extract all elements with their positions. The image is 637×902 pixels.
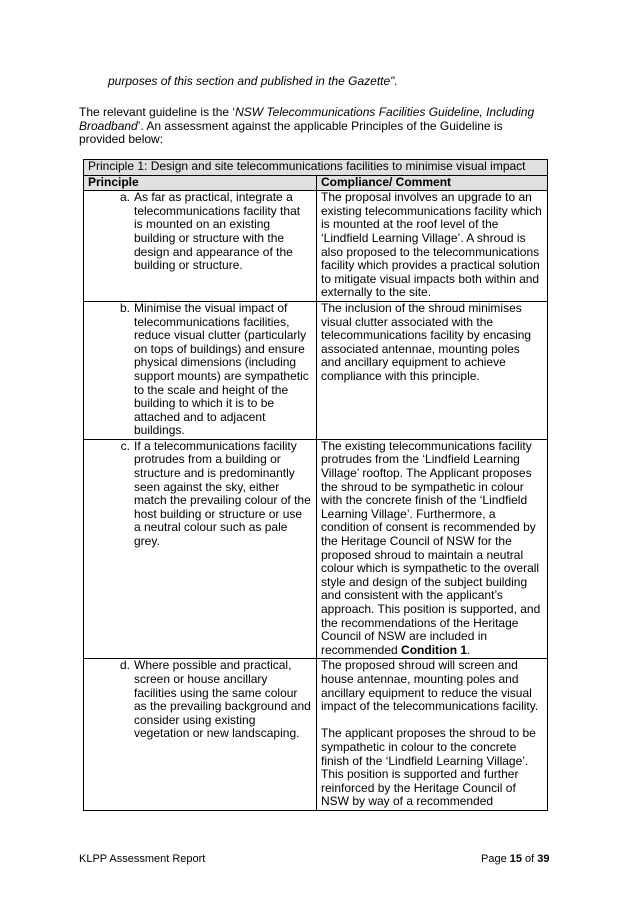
page-word: Page (481, 853, 510, 865)
table-row (84, 191, 548, 302)
item-letter: a. (119, 190, 130, 205)
condition-reference: Condition 1 (401, 642, 468, 657)
guideline-title: NSW Telecommunications Facilities Guideline, Including Broadband (79, 105, 535, 133)
footer-page-number (481, 853, 550, 867)
item-letter: d. (119, 658, 130, 673)
total-pages: 39 (537, 853, 550, 865)
table-row (84, 659, 548, 811)
item-letter: c. (120, 438, 130, 453)
comment-cell (317, 301, 548, 439)
comment-text-main: The existing telecommunications facility protrudes from the ‘Lindfield Learning Village’ rooftop. The Applicant proposes the shroud to be sympathetic in colour with the concrete finish of the ‘Lindfield Learning Village’. Furthermore, a condition of consent is recommended by the Heritage Council of NSW for the proposed shroud to maintain a neutral colour which is sympathetic to the overall style and design of the subject building and consistent with the applicant’s approach. This position is supported, and the recommendations of the Heritage Council of NSW are included in recommended (321, 438, 541, 657)
table-row (84, 301, 548, 439)
principle-cell (84, 659, 317, 811)
principle-text: As far as practical, integrate a telecommunications facility that is mounted on an existing building or structure with the design and appearance of the building or structure. (134, 190, 301, 273)
comment-text: The proposal involves an upgrade to an existing telecommunications facility which is mounted at the roof level of the ‘Lindfield Learning Village’. A shroud is also proposed to the telecommunications facility which provides a practical solution to mitigate visual impacts both within and externally to the site. (321, 190, 542, 300)
comment-cell (317, 191, 548, 302)
principle-cell (84, 439, 317, 659)
principle-table (83, 159, 548, 811)
principle-cell (84, 301, 317, 439)
table-title-row (84, 160, 548, 176)
col-principle-header: Principle (84, 175, 317, 191)
principle-text: If a telecommunications facility protrudes from a building or structure and is predominantly seen against the sky, either match the prevailing colour of the host building or structure or use a neutral colour such as pale grey. (134, 438, 311, 549)
intro-paragraph (79, 106, 549, 147)
comment-text-end: . (467, 642, 471, 657)
of-word: of (522, 853, 538, 865)
table-header-row (84, 175, 548, 191)
comment-text: The proposed shroud will screen and house antennae, mounting poles and ancillary equipment to reduce the visual impact of the telecommunications facility. (321, 658, 539, 714)
item-letter: b. (119, 300, 130, 315)
principle-text: Minimise the visual impact of telecommunications facilities, reduce visual clutter (particularly on tops of buildings) and ensure physical dimensions (including support mounts) are sympathetic to the scale and height of the building to which it is to be attached and to adjacent buildings. (134, 300, 309, 438)
table-title: Principle 1: Design and site telecommunications facilities to minimise visual impact (84, 160, 548, 176)
current-page: 15 (509, 853, 522, 865)
footer-report-name: KLPP Assessment Report (79, 853, 206, 865)
comment-cell (317, 659, 548, 811)
quote-continuation: purposes of this section and published in the Gazette". (108, 74, 398, 88)
comment-text (321, 440, 543, 658)
comment-text: The inclusion of the shroud minimises visual clutter associated with the telecommunications facility by encasing associated antennae, mounting poles and ancillary equipment to achieve compliance with this principle. (321, 300, 532, 383)
intro-after: ’. An assessment against the applicable Principles of the Guideline is provided below: (79, 118, 503, 147)
col-comment-header: Compliance/ Comment (317, 175, 548, 191)
comment-text: The applicant proposes the shroud to be sympathetic in colour to the concrete finish of the ‘Lindfield Learning Village’. This position is supported and further reinforced by the Heritage Council of NSW by way of a recommended (321, 726, 536, 809)
table-row (84, 439, 548, 659)
comment-cell (317, 439, 548, 659)
principle-text: Where possible and practical, screen or house ancillary facilities using the same colour as the prevailing background and consider using existing vegetation or new landscaping. (134, 658, 311, 741)
principle-cell (84, 191, 317, 302)
intro-before: The relevant guideline is the ‘ (79, 105, 236, 119)
